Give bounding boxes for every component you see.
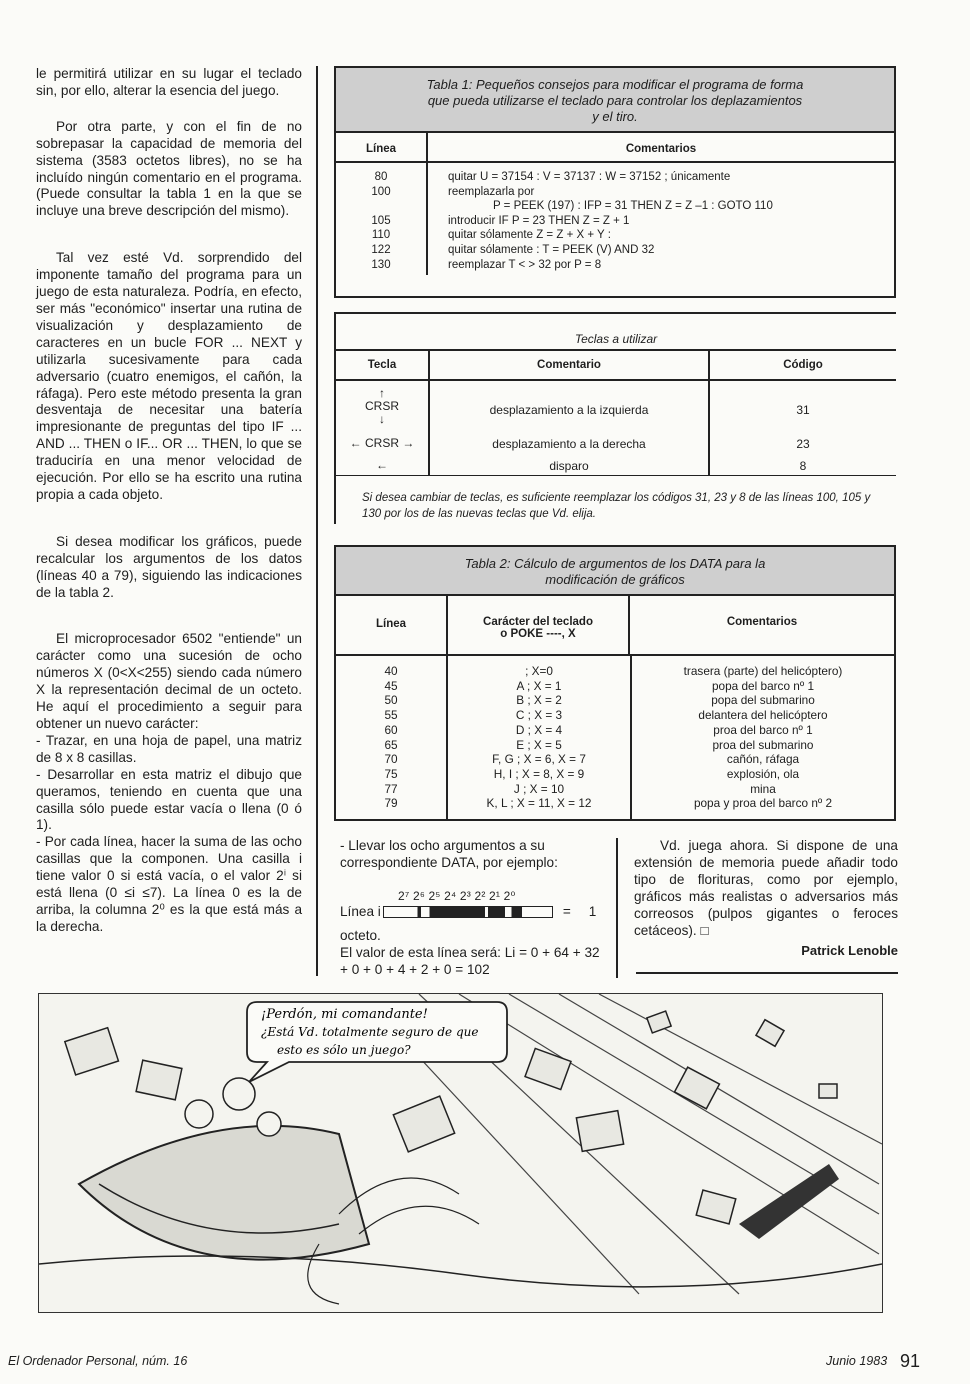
column-header-line: Línea xyxy=(336,133,428,161)
speech-line-1: ¡Perdón, mi comandante! xyxy=(261,1007,428,1022)
list-item: - Desarrollar en esta matriz el dibujo que queramos, teniendo en cuenta que una casilla sólo puede estar vacía o llena (0 ó 1). xyxy=(36,766,302,833)
table-row: 122 xyxy=(371,243,391,256)
line-col xyxy=(336,656,448,819)
paragraph: le permitirá utilizar en su lugar el teclado sin, por ello, alterar la esencia del juego. xyxy=(36,66,302,98)
table-cell: disparo xyxy=(549,459,589,473)
table-row: 77 xyxy=(384,781,398,796)
table-cell: reemplazarla por xyxy=(448,185,535,198)
comments xyxy=(428,163,894,275)
keys-note: Si desea cambiar de teclas, es suficiente reemplazar los códigos 31, 23 y 8 de las líneas 100, 105 y 130 por los de las nuevas teclas que Vd. elija. xyxy=(336,475,896,522)
left-column xyxy=(36,66,302,936)
table-row: 80 xyxy=(374,171,388,183)
table-cell: desplazamiento a la derecha xyxy=(492,437,646,451)
closing-text: Vd. juega ahora. Si dispone de una extensión de memoria puede añadir todo tipo de florituras, como por ejemplo, gráficos más realistas o adversarios más correosos (pulpos gigantes o feroces cetáceos). xyxy=(634,838,898,938)
table-row: 60 xyxy=(384,722,398,737)
table-row: proa del barco nº 1 xyxy=(713,722,813,737)
table-row: 75 xyxy=(384,766,398,781)
column-header-key: Tecla xyxy=(336,351,430,379)
table-row: E ; X = 5 xyxy=(516,737,562,752)
table-row: trasera (parte) del helicóptero) xyxy=(683,664,843,678)
paragraph: Si desea modificar los gráficos, puede recalcular los argumentos de los datos (líneas 40 a 79), siguiendo las indicaciones de la tabla 2. xyxy=(36,533,302,600)
table-row: mina xyxy=(750,781,776,796)
cartoon-drawing xyxy=(39,994,882,1312)
table-row: A ; X = 1 xyxy=(516,678,562,693)
table-1 xyxy=(334,66,896,298)
paragraph: El microprocesador 6502 "entiende" un carácter como una sucesión de ocho números X (0<X<255) siendo cada número X la representación decimal de un octeto. He aquí el procedimiento a seguir para obtener un nuevo carácter: xyxy=(36,631,302,731)
table-cell: introducir IF P = 23 THEN Z = Z + 1 xyxy=(448,214,630,227)
keys-table xyxy=(334,312,896,524)
cursor-up-down-key: ↑ CRSR ↓ xyxy=(364,386,399,426)
table-1-caption: Tabla 1: Pequeños consejos para modificar el programa de forma que pueda utilizarse el teclado para controlar los deplazamientos y el tiro. xyxy=(336,68,894,133)
table-row: D ; X = 4 xyxy=(515,722,563,737)
footer-date: Junio 1983 xyxy=(826,1354,888,1368)
column-divider xyxy=(616,838,618,978)
table-cell: quitar U = 37154 : V = 37137 : W = 37152 ; únicamente xyxy=(448,171,731,183)
table-row: 100 xyxy=(371,185,391,198)
end-mark-icon: □ xyxy=(700,922,709,938)
table-row: cañón, ráfaga xyxy=(726,752,800,767)
table-row: J ; X = 10 xyxy=(513,781,565,796)
table-row: F, G ; X = 6, X = 7 xyxy=(492,752,586,767)
line-numbers xyxy=(336,163,428,275)
keys-caption: Teclas a utilizar xyxy=(336,314,896,351)
table-row: ; X=0 xyxy=(525,664,553,678)
column-header-code: Código xyxy=(783,359,823,371)
table-row: ← xyxy=(376,458,388,472)
column-header-comment: Comentario xyxy=(430,351,710,379)
table-row: popa y proa del barco nº 2 xyxy=(693,796,833,811)
char-col xyxy=(448,656,632,819)
table-row: 70 xyxy=(384,752,398,767)
table-row: 110 xyxy=(371,229,391,242)
table-row: ← CRSR → xyxy=(349,436,415,450)
table-cell: quitar sólamente Z = Z + X + Y : xyxy=(448,229,611,242)
table-row: K, L ; X = 11, X = 12 xyxy=(486,796,592,811)
column-header-char: Carácter del teclado o POKE ----, X xyxy=(448,596,630,654)
table-row: H, I ; X = 8, X = 9 xyxy=(493,766,585,781)
middle-column xyxy=(340,838,608,979)
list-item: - Trazar, en una hoja de papel, una matriz de 8 x 8 casillas. xyxy=(36,732,302,765)
equals-sign: = xyxy=(562,903,571,919)
footer-publication: El Ordenador Personal, núm. 16 xyxy=(8,1354,188,1368)
table-2-caption: Tabla 2: Cálculo de argumentos de los DATA para la modificación de gráficos xyxy=(336,547,894,596)
result: 1 xyxy=(588,903,597,919)
author: Patrick Lenoble xyxy=(801,943,898,959)
table-cell: quitar sólamente : T = PEEK (V) AND 32 xyxy=(448,243,655,256)
table-row: popa del barco nº 1 xyxy=(711,678,815,693)
code-col xyxy=(710,381,896,475)
table-row: 105 xyxy=(371,214,391,227)
bit-powers: 2⁷ 2⁶ 2⁵ 2⁴ 2³ 2² 2¹ 2⁰ xyxy=(398,888,516,903)
table-row: 45 xyxy=(384,678,398,693)
table-cell: 8 xyxy=(799,459,807,473)
table-cell: desplazamiento a la izquierda xyxy=(489,403,649,417)
paragraph: octeto. xyxy=(340,927,381,943)
table-row: proa del submarino xyxy=(712,737,814,752)
keys-col xyxy=(336,381,430,475)
column-divider xyxy=(316,66,318,976)
table-row: popa del submarino xyxy=(711,693,815,708)
column-header-line: Línea xyxy=(336,596,448,654)
column-header-comment: Comentarios xyxy=(726,616,798,628)
right-column xyxy=(634,838,898,960)
paragraph xyxy=(634,838,898,939)
list-item: - Llevar los ocho argumentos a su correspondiente DATA, por ejemplo: xyxy=(340,838,558,870)
page-number: 91 xyxy=(900,1351,921,1371)
table-row: C ; X = 3 xyxy=(515,708,563,723)
table-row: B ; X = 2 xyxy=(516,693,562,708)
author-rule xyxy=(636,972,898,974)
table-row: 65 xyxy=(384,737,398,752)
column-header-comments: Comentarios xyxy=(625,143,697,155)
line-label: Línea i xyxy=(340,903,381,919)
paragraph: Por otra parte, y con el fin de no sobrepasar la capacidad de memoria del sistema (3583 octetos libres), no se ha incluído ningún comentario en el programa. (Puede consultar la tabla 1 en la que se incluye una breve descripción del mismo). xyxy=(36,118,302,219)
table-cell: 23 xyxy=(796,437,810,451)
table-row xyxy=(336,387,428,433)
table-row: delantera del helicóptero xyxy=(698,708,828,723)
table-2 xyxy=(334,545,896,821)
table-row: 40 xyxy=(384,664,398,678)
bit-diagram xyxy=(340,888,608,926)
table-row: 130 xyxy=(371,258,391,271)
table-cell: 31 xyxy=(796,403,810,417)
table-cell: reemplazar T < > 32 por P = 8 xyxy=(448,258,602,271)
table-row xyxy=(336,199,426,214)
speech-line-3: esto es sólo un juego? xyxy=(277,1043,411,1057)
speech-line-2: ¿Está Vd. totalmente seguro de que xyxy=(261,1025,479,1039)
table-row: 50 xyxy=(384,693,398,708)
table-cell: P = PEEK (197) : IFP = 31 THEN Z = Z –1 : GOTO 110 xyxy=(493,200,773,213)
paragraph: El valor de esta línea será: Li = 0 + 64 + 32 + 0 + 0 + 4 + 2 + 0 = 102 xyxy=(340,944,600,977)
bit-row xyxy=(383,906,553,918)
list-item: - Por cada línea, hacer la suma de las ocho casillas que la componen. Una casilla i tiene valor 0 si está vacía, o el valor 2ⁱ si está llena (0 ≤i ≤7). La línea 0 es la de arriba, la columna 2⁰ es la que está más a la derecha. xyxy=(36,834,302,934)
comment-col xyxy=(430,381,710,475)
cartoon-illustration xyxy=(38,993,883,1313)
paragraph: Tal vez esté Vd. sorprendido del imponente tamaño del programa para un juego de esta naturaleza. Podría, en efecto, ser más "económico" insertar una rutina de visualización y desplazamiento de caracteres en un bucle FOR ... NEXT y utilizarla sucesivamente para cada adversario (cuatro enemigos, el cañón, la ráfaga). Pero este método presenta la gran desventaja de necesitar una batería impresionante de preguntas del tipo IF ... AND ... THEN o IF... OR ... THEN, lo que se traduciría en una menor velocidad de ejecución. Por ello se ha escrito una rutina propia a cada objeto. xyxy=(36,250,302,502)
table-row: 55 xyxy=(384,708,398,723)
table-row: explosión, ola xyxy=(726,766,800,781)
table-row: 79 xyxy=(384,796,398,811)
comment-col xyxy=(632,656,894,819)
